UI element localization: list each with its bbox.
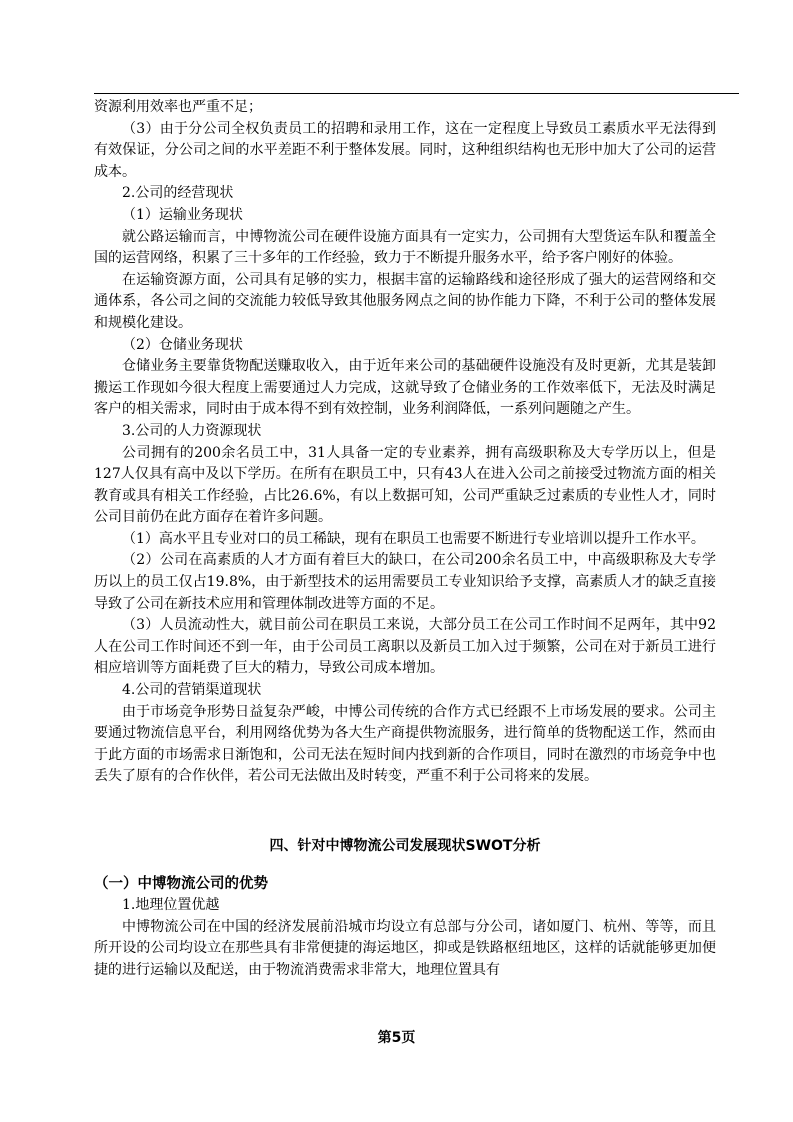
heading-2: 4.公司的营销渠道现状 — [122, 682, 262, 699]
header-rule — [94, 93, 739, 94]
paragraph: （3）人员流动性大，就目前公司在职员工来说，大部分员工在公司工作时间不足两年，其中92人在公司工作时间还不到一年，由于公司员工离职以及新员工加入过于频繁，公司在对于新员工进行相应培训等方面耗费了巨大的精力，导致公司成本增加。 — [94, 617, 716, 677]
page-body — [94, 97, 716, 982]
paragraph: 由于市场竞争形势日益复杂严峻，中博公司传统的合作方式已经跟不上市场发展的要求。公司主要通过物流信息平台，利用网络优势为各大生产商提供物流服务，进行简单的货物配送工作，然而由于此方面的市场需求日渐饱和，公司无法在短时间内找到新的合作项目，同时在激烈的市场竞争中也丢失了原有的合作伙伴，若公司无法做出及时转变，严重不利于公司将来的发展。 — [94, 703, 716, 785]
paragraph: 在运输资源方面，公司具有足够的实力，根据丰富的运输路线和途径形成了强大的运营网络和交通体系，各公司之间的交流能力较低导致其他服务网点之间的协作能力下降，不利于公司的整体发展和规模化建设。 — [94, 271, 716, 331]
subsection-title: （一）中博物流公司的优势 — [94, 875, 268, 892]
paragraph: （1）高水平且专业对口的员工稀缺，现有在职员工也需要不断进行专业培训以提升工作水平。 — [122, 530, 705, 547]
spacer — [94, 788, 716, 836]
paragraph: 公司拥有的200余名员工中，31人具备一定的专业素养，拥有高级职称及大专学历以上，但是127人仅具有高中及以下学历。在所有在职员工中，只有43人在进入公司之前接受过物流方面的相关教育或具有相关工作经验，占比26.6%，有以上数据可知，公司严重缺乏过素质的专业性人才，同时公司目前仍在此方面存在着许多问题。 — [94, 444, 716, 526]
section-title: 四、针对中博物流公司发展现状SWOT分析 — [269, 838, 541, 854]
paragraph: （3）由于分公司全权负责员工的招聘和录用工作，这在一定程度上导致员工素质水平无法得到有效保证，分公司之间的水平差距不利于整体发展。同时，这种组织结构也无形中加大了公司的运营成本。 — [94, 120, 716, 180]
paragraph: 仓储业务主要靠货物配送赚取收入，由于近年来公司的基础硬件设施没有及时更新，尤其是装卸搬运工作现如今很大程度上需要通过人力完成，这就导致了仓储业务的工作效率低下，无法及时满足客户的相关需求，同时由于成本得不到有效控制，业务利润降低，一系列问题随之产生。 — [94, 358, 716, 418]
paragraph: （2）公司在高素质的人才方面有着巨大的缺口，在公司200余名员工中，中高级职称及大专学历以上的员工仅占19.8%，由于新型技术的运用需要员工专业知识给予支撑，高素质人才的缺乏直接导致了公司在新技术应用和管理体制改进等方面的不足。 — [94, 552, 716, 612]
paragraph: 资源利用效率也严重不足； — [94, 99, 262, 115]
paragraph: 就公路运输而言，中博物流公司在硬件设施方面具有一定实力，公司拥有大型货运车队和覆盖全国的运营网络，积累了三十多年的工作经验，致力于不断提升服务水平，给予客户刚好的体验。 — [94, 228, 716, 267]
heading-2: 1.地理位置优越 — [122, 897, 220, 914]
heading-2: 2.公司的经营现状 — [122, 185, 234, 202]
heading-2: 3.公司的人力资源现状 — [122, 422, 262, 439]
spacer — [94, 858, 716, 874]
heading-3: （2）仓储业务现状 — [122, 336, 243, 353]
page-number: 第5页 — [377, 1030, 416, 1046]
paragraph: 中博物流公司在中国的经济发展前沿城市均设立有总部与分公司，诸如厦门、杭州、等等，而且所开设的公司均设立在那些具有非常便捷的海运地区，抑或是铁路枢纽地区，这样的话就能够更加便捷的进行运输以及配送，由于物流消费需求非常大，地理位置具有 — [94, 918, 716, 978]
heading-3: （1）运输业务现状 — [122, 206, 243, 223]
